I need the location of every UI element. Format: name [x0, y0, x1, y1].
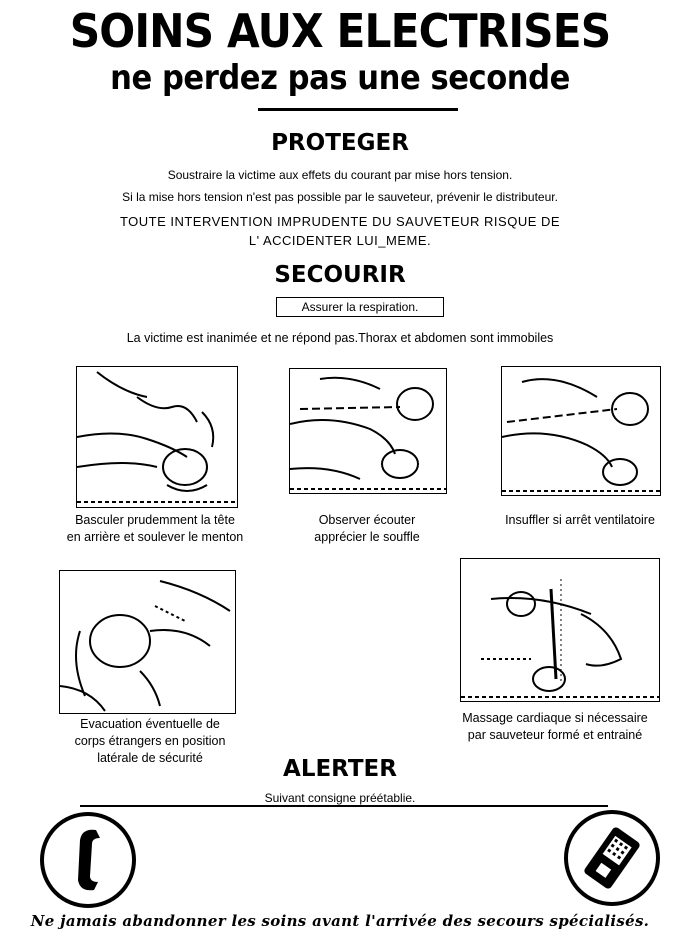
head-tilt-drawing [77, 367, 237, 507]
alerter-line: Suivant consigne préétablie. [264, 791, 416, 805]
caption-observe-line-1: Observer écouter [318, 513, 416, 527]
illustration-observe [289, 368, 447, 494]
alerter-rule [80, 805, 608, 807]
proteger-heading: PROTEGER [271, 130, 409, 156]
proteger-line-2: Si la mise hors tension n'est pas possible par le sauveteur, prévenir le distributeur. [122, 190, 558, 204]
radio-handset-icon [562, 808, 662, 908]
cardiac-massage-drawing [461, 559, 659, 701]
illustration-head-tilt [76, 366, 238, 508]
illustration-cardiac-massage [460, 558, 660, 702]
caption-insufflate [480, 512, 680, 529]
caption-insufflate-line-1: Insuffler si arrêt ventilatoire [505, 513, 655, 527]
caption-cardiac-line-1: Massage cardiaque si nécessaire [462, 711, 648, 725]
proteger-line-1: Soustraire la victime aux effets du courant par mise hors tension. [167, 168, 513, 182]
caption-head-tilt-line-2: en arrière et soulever le menton [66, 530, 244, 544]
caption-observe-line-2: apprécier le souffle [314, 530, 420, 544]
caption-observe [250, 512, 484, 546]
page-title: SOINS AUX ELECTRISES [69, 4, 611, 58]
proteger-warning-2: L' ACCIDENTER LUI_MEME. [248, 233, 432, 248]
caption-cardiac-massage [430, 710, 680, 744]
secourir-heading: SECOURIR [274, 262, 406, 288]
breathing-box: Assurer la respiration. [276, 297, 444, 317]
insufflate-drawing [502, 367, 660, 495]
caption-head-tilt [30, 512, 280, 546]
telephone-icon [38, 810, 138, 910]
page-subtitle: ne perdez pas une seconde [110, 58, 570, 98]
footer-warning: Ne jamais abandonner les soins avant l'arrivée des secours spécialisés. [30, 912, 650, 930]
secourir-intro: La victime est inanimée et ne répond pas.Thorax et abdomen sont immobiles [126, 331, 554, 345]
caption-lateral-line-1: Evacuation éventuelle de [80, 717, 220, 731]
illustration-insufflate [501, 366, 661, 496]
observe-drawing [290, 369, 446, 493]
illustration-lateral-position [59, 570, 236, 714]
caption-lateral-line-3: latérale de sécurité [97, 751, 203, 765]
lateral-position-drawing [60, 571, 235, 713]
caption-head-tilt-line-1: Basculer prudemment la tête [75, 513, 235, 527]
title-underline [258, 108, 458, 111]
alerter-heading: ALERTER [283, 756, 397, 782]
caption-lateral-line-2: corps étrangers en position [74, 734, 226, 748]
proteger-warning-1: TOUTE INTERVENTION IMPRUDENTE DU SAUVETEUR RISQUE DE [119, 214, 561, 229]
caption-cardiac-line-2: par sauveteur formé et entrainé [467, 728, 643, 742]
